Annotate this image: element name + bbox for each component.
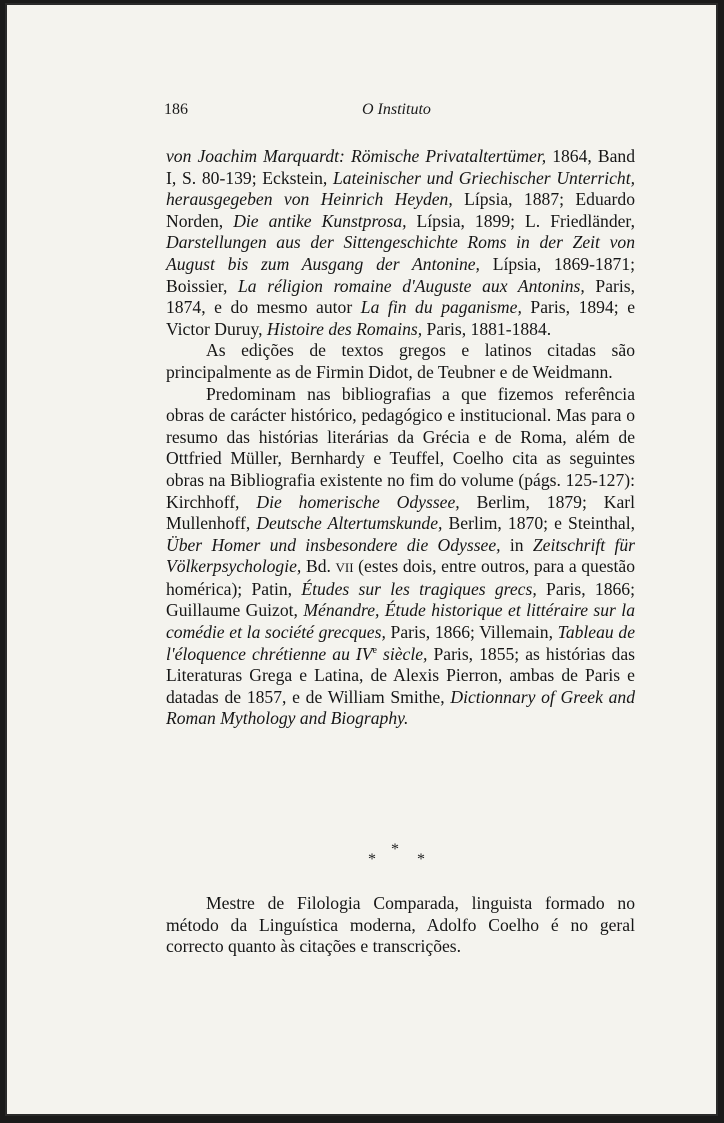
text-run: Paris, 1866; Guillaume Guizot, [166, 578, 635, 621]
separator-star-left: * [368, 851, 376, 868]
text-run: Paris, 1866; Villemain, [385, 622, 558, 643]
paragraph-4: Mestre de Filologia Comparada, linguista formado no método da Linguística moderna, Adolfo Coelho é no geral correcto quanto às citações e transcrições. [166, 893, 635, 957]
text-run: VII [335, 560, 354, 576]
paragraph-3 [166, 384, 635, 731]
italic-run: Ménandre, Étude historique et littéraire sur la comédie et la société grecques, [166, 600, 635, 643]
text-run: Paris, 1881-1884. [422, 318, 552, 339]
paragraph-1 [166, 146, 635, 340]
italic-run: Die homerische Odyssee, [256, 491, 460, 512]
text-run: Paris, 1894; e Victor Duruy, [166, 297, 636, 339]
text-run: Lípsia, 1887; Eduardo Norden, [166, 189, 635, 231]
text-run: (estes dois, entre outros, para a questão homérica); Patin, [166, 556, 635, 599]
text-run: Berlim, 1879; Karl Mullenhoff, [166, 491, 636, 534]
italic-run: Die antike Kunstprosa, [233, 210, 407, 231]
text-run: Paris, 1874, e do mesmo autor [166, 275, 636, 318]
text-run: Berlim, 1870; e Steinthal, [442, 513, 635, 534]
italic-run: Zeitschrift für Völkerpsychologie, [166, 534, 636, 577]
italic-run: La fin du paganisme, [360, 297, 522, 318]
text-run: 1864, Band I, S. 80-139; Eckstein, [166, 146, 635, 188]
separator-star-top: * [391, 841, 399, 858]
text-run: e [372, 644, 377, 656]
separator-star-right: * [417, 851, 425, 868]
main-text [166, 146, 635, 730]
italic-run: Histoire des Romains, [266, 318, 423, 339]
text-run: Lípsia, 1899; L. Friedländer, [406, 210, 635, 231]
running-title: O Instituto [362, 101, 431, 118]
paragraph-2: As edições de textos gregos e latinos citadas são principalmente as de Firmin Didot, de Teubner e de Weidmann. [166, 340, 635, 382]
italic-run: Deutsche Altertumskunde, [256, 513, 443, 534]
italic-run: von Joachim Marquardt: Römische Privataltertümer, [166, 146, 547, 166]
text-run: Paris, 1855; as histórias das Literaturas Grega e Latina, de Alexis Pierron, ambas de Paris e datadas de 1857, e de William Smithe, [166, 643, 635, 707]
text-run: Bd. [301, 556, 336, 577]
italic-run: Lateinischer und Griechischer Unterricht, herausgegeben von Heinrich Heyden, [166, 167, 636, 210]
page [5, 3, 718, 1116]
italic-run: Études sur les tragiques grecs, [301, 578, 537, 599]
italic-run: La réligion romaine d'Auguste aux Antonins, [238, 275, 585, 296]
italic-run: Darstellungen aus der Sittengeschichte Roms in der Zeit von August bis zum Ausgang der Antonine, [166, 232, 635, 274]
text-run: Predominam nas bibliografias a que fizemos referência obras de carácter histórico, pedagógico e institucional. Mas para o resumo das histórias literárias da Grécia e de Roma, além de Ottfried Müller, Bernhardy e Teuffel, Coelho cita as seguintes obras na Bibliografia existente no fim do volume (págs. 125-127): Kirchhoff, [166, 383, 635, 512]
italic-run: Über Homer und insbesondere die Odyssee, [166, 534, 501, 555]
italic-run: siècle, [376, 643, 428, 664]
text-run: Lípsia, 1869-1871; Boissier, [166, 253, 636, 296]
page-number: 186 [164, 101, 188, 118]
italic-run: Dictionnary of Greek and Roman Mythology and Biography. [166, 686, 635, 729]
text-run: in [500, 534, 533, 555]
italic-run: Tableau de l'éloquence chrétienne au IV [166, 622, 636, 664]
